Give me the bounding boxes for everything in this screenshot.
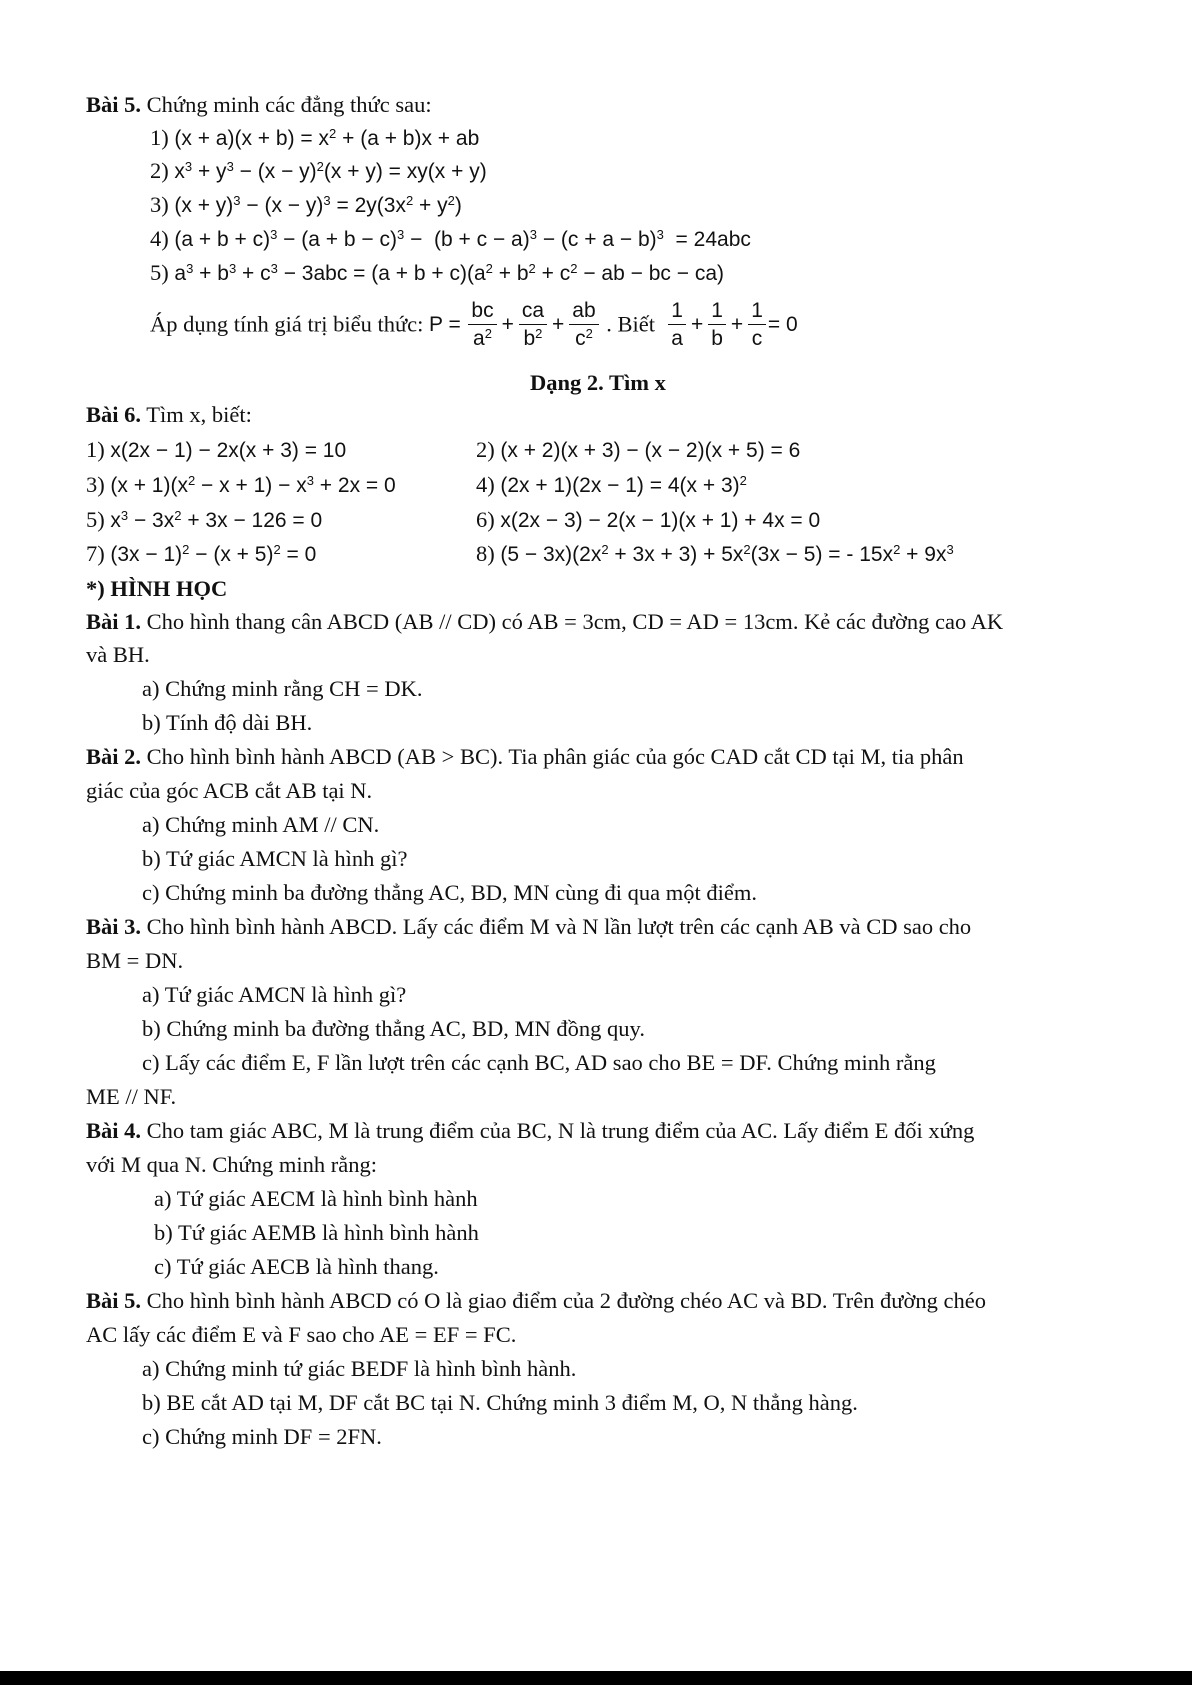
identity-1: 1) $(x + a)(x + b) = x^2 + (a + b)x$ + ab xyxy=(150,125,480,150)
geometry-problem-3-part-a: a) Tứ giác AMCN là hình gì? xyxy=(142,982,407,1007)
geometry-problem-1-line-2: và BH. xyxy=(86,642,150,667)
fraction-1-over-a: $\frac{1}{a}$ xyxy=(668,300,686,349)
geometry-problem-1-line-1: Bài 1. Cho hình thang cân ABCD (AB // CD) có AB = 3cm, CD = AD = 13cm. Kẻ các đường cao AK xyxy=(86,609,1004,634)
fraction-bc-over-a2: $\frac{bc}{a^2}$ xyxy=(468,300,496,349)
fraction-ab-over-c2: $\frac{ab}{c^2}$ xyxy=(569,300,598,349)
geometry-problem-5-part-a: a) Chứng minh tứ giác BEDF là hình bình hành. xyxy=(142,1356,577,1381)
fraction-1-over-c: $\frac{1}{c}$ xyxy=(748,300,766,349)
identity-5: 5) $a^3 + b^3 + c^3 - 3abc = (a + b + c)(a^2 + b^2 + c^2$ − ab − bc − ca) xyxy=(150,260,724,285)
identity-3: 3) $(x + y)^3 - (x - y)^3 = 2y(3x^2 + y^2)$ xyxy=(150,192,462,217)
geometry-problem-2-line-1: Bài 2. Cho hình bình hành ABCD (AB > BC). Tia phân giác của góc CAD cắt CD tại M, tia phân xyxy=(86,744,964,769)
apply-expression-line: Áp dụng tính giá trị biểu thức: P = $\frac{bc}{a^2}$ + $\frac{ca}{b^2}$ + $\frac{ab}{c^2}$ . Biết $\frac{1}{a}$ + $\frac{1}{b}$ + $\frac{1}{c}$ = 0 xyxy=(150,299,798,350)
fraction-1-over-b: $\frac{1}{b}$ xyxy=(708,300,726,349)
geometry-problem-2-part-b: b) Tứ giác AMCN là hình gì? xyxy=(142,846,408,871)
equation-6: 6) x(2x − 3) − 2(x − 1)(x + 1) + 4x = 0 xyxy=(476,507,821,532)
geometry-problem-2-line-2: giác của góc ACB cắt AB tại N. xyxy=(86,778,373,803)
problem-5-algebra-heading: Bài 5. Chứng minh các đẳng thức sau: xyxy=(86,92,432,117)
geometry-problem-3-part-b: b) Chứng minh ba đường thẳng AC, BD, MN đồng quy. xyxy=(142,1016,645,1041)
geometry-problem-1-part-b: b) Tính độ dài BH. xyxy=(142,710,313,735)
equation-2: 2) (x + 2)(x + 3) − (x − 2)(x + 5) = 6 xyxy=(476,437,801,462)
equation-4: 4) $(2x + 1)(2x - 1) = 4(x + 3)^2$ xyxy=(476,472,747,497)
section-heading-geometry: *) HÌNH HỌC xyxy=(86,576,228,601)
geometry-problem-1-part-a: a) Chứng minh rằng CH = DK. xyxy=(142,676,423,701)
equation-8: 8) $(5 - 3x)(2x^2 + 3x + 3) + 5x^2(3x - 5)$ = - $15x^2 + 9x^3$ xyxy=(476,541,954,566)
geometry-problem-2-part-a: a) Chứng minh AM // CN. xyxy=(142,812,380,837)
identity-4: 4) $(a + b + c)^3 - (a + b - c)^3 - (b + c - a)^3 - (c + a - b)^3 = 24abc$ xyxy=(150,226,751,251)
bottom-border-bar xyxy=(0,1671,1192,1685)
geometry-problem-4-line-1: Bài 4. Cho tam giác ABC, M là trung điểm của BC, N là trung điểm của AC. Lấy điểm E đối xứng xyxy=(86,1118,975,1143)
geometry-problem-3-part-c: c) Lấy các điểm E, F lần lượt trên các cạnh BC, AD sao cho BE = DF. Chứng minh rằng xyxy=(142,1050,936,1075)
identity-2: 2) $x^3 + y^3 - (x - y)^2(x + y) = xy(x + y)$ xyxy=(150,158,487,183)
geometry-problem-4-line-2: với M qua N. Chứng minh rằng: xyxy=(86,1152,377,1177)
geometry-problem-5-line-1: Bài 5. Cho hình bình hành ABCD có O là giao điểm của 2 đường chéo AC và BD. Trên đường chéo xyxy=(86,1288,986,1313)
equation-5: 5) $x^3 - 3x^2 + 3x - 126 = 0$ xyxy=(86,507,323,532)
equation-1: 1) x(2x − 1) − 2x(x + 3) = 10 xyxy=(86,437,347,462)
geometry-problem-3-line-2: BM = DN. xyxy=(86,948,184,973)
geometry-problem-4-part-b: b) Tứ giác AEMB là hình bình hành xyxy=(154,1220,479,1245)
geometry-problem-5-part-b: b) BE cắt AD tại M, DF cắt BC tại N. Chứng minh 3 điểm M, O, N thẳng hàng. xyxy=(142,1390,858,1415)
geometry-problem-3-line-1: Bài 3. Cho hình bình hành ABCD. Lấy các điểm M và N lần lượt trên các cạnh AB và CD sao cho xyxy=(86,914,972,939)
geometry-problem-3-part-c-cont: ME // NF. xyxy=(86,1084,177,1109)
fraction-ca-over-b2: $\frac{ca}{b^2}$ xyxy=(519,300,547,349)
geometry-problem-5-line-2: AC lấy các điểm E và F sao cho AE = EF = FC. xyxy=(86,1322,517,1347)
equation-7: 7) $(3x - 1)^2 - (x + 5)^2 = 0$ xyxy=(86,541,317,566)
geometry-problem-4-part-a: a) Tứ giác AECM là hình bình hành xyxy=(154,1186,478,1211)
problem-6-heading: Bài 6. Tìm x, biết: xyxy=(86,402,252,427)
equation-3: 3) $(x + 1)(x^2 - x + 1) - x^3 + 2x = 0$ xyxy=(86,472,396,497)
geometry-problem-5-part-c: c) Chứng minh DF = 2FN. xyxy=(142,1424,382,1449)
geometry-problem-4-part-c: c) Tứ giác AECB là hình thang. xyxy=(154,1254,439,1279)
geometry-problem-2-part-c: c) Chứng minh ba đường thẳng AC, BD, MN cùng đi qua một điểm. xyxy=(142,880,757,905)
section-heading-dang-2: Dạng 2. Tìm x xyxy=(530,370,666,395)
